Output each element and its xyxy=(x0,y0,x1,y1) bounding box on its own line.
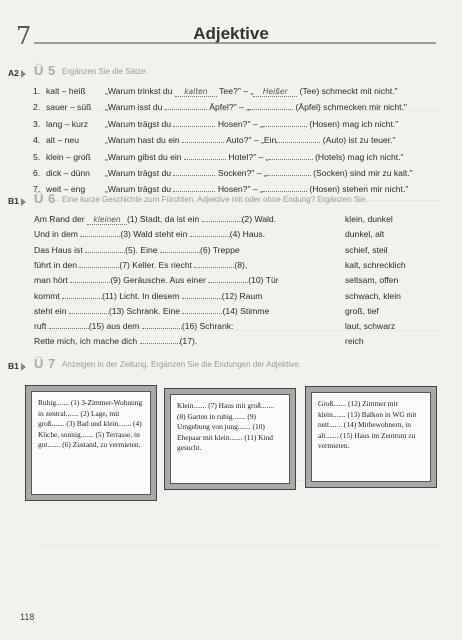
ex6-number: Ü 6 xyxy=(34,191,56,206)
ex5-blank-1[interactable] xyxy=(182,142,224,143)
ex6-word-pair: schief, steil xyxy=(345,244,388,255)
ex6-story-line xyxy=(34,214,276,225)
ex6-line-end: (2) Wald. xyxy=(241,214,277,224)
ad-text-3: Groß....... (12) Zimmer mit klein....... (13) Balkon in WG mit nett....... (14) Mitbewohnern, in alt....... (15) Haus im Zentrum zu vermieten. xyxy=(311,392,431,482)
ex6-line-start: Rette mich, ich mache dich xyxy=(34,336,138,347)
ex5-question xyxy=(105,135,396,145)
ex5-question-start: „Warum trinkst du xyxy=(105,86,173,96)
ex6-story-line xyxy=(34,291,262,301)
ex6-story-line xyxy=(34,306,269,316)
ex5-answer: (Auto) ist zu teuer." xyxy=(322,135,396,146)
ex5-blank-2[interactable] xyxy=(249,109,293,110)
ex6-blank[interactable] xyxy=(49,328,89,329)
ex5-blank-1[interactable] xyxy=(165,109,207,110)
ex5-question-start: „Warum gibst du ein xyxy=(105,151,182,162)
ex6-word-pair: laut, schwarz xyxy=(345,321,396,332)
ad-text-2: Klein....... (7) Haus mit groß....... (8) Garten in ruhig....... (9) Umgebung von jung....... (10) Ehepaar mit klein....... (11) Kind gesucht. xyxy=(170,394,290,484)
ex5-row-number: 6. xyxy=(33,168,41,178)
ex6-word-pair: groß, tief xyxy=(345,305,379,316)
ex6-line-end: (16) Schrank: xyxy=(181,321,234,332)
ex7-instruction: Anzeigen in der Zeitung. Ergänzen Sie die Endungen der Adjektive. xyxy=(62,360,301,369)
ex5-question-mid: Hotel?" – „ xyxy=(228,151,269,162)
ex5-question xyxy=(105,119,398,129)
chapter-title: Adjektive xyxy=(193,24,269,43)
ex5-blank-2[interactable] xyxy=(269,159,313,160)
ex6-line-mid: (3) Wald steht ein xyxy=(120,229,188,240)
page-number: 118 xyxy=(20,612,35,622)
ex5-blank-1[interactable] xyxy=(173,126,215,127)
ex6-line-mid: (1) Stadt, da ist ein xyxy=(127,214,200,224)
ex5-question-start: „Warum trägst du xyxy=(105,168,172,178)
ex6-line-mid: (11) Licht. In diesem xyxy=(102,290,180,301)
ex5-question-mid: Hosen?" – „ xyxy=(217,118,263,129)
ex7-number: Ü 7 xyxy=(34,356,56,371)
ex5-row-number: 4. xyxy=(33,135,41,146)
ex5-row-number: 1. xyxy=(33,86,41,96)
ex6-story-line xyxy=(34,245,240,255)
ex5-number: Ü 5 xyxy=(34,63,56,78)
ex6-instruction: Eine kurze Geschichte zum Fürchten. Adjektive mit oder ohne Endung? Ergänzen Sie. xyxy=(62,195,368,204)
ex6-line-start: führt in den xyxy=(34,259,77,270)
ex5-answer: (Äpfel) schmecken mir nicht." xyxy=(295,102,407,113)
ex6-line-mid: (15) aus dem xyxy=(88,321,140,332)
ex6-story-line xyxy=(34,336,197,346)
ex5-question-start: „Warum trägst du xyxy=(105,184,172,195)
ex6-blank[interactable] xyxy=(62,298,102,299)
ex5-row-number: 2. xyxy=(33,102,41,113)
ex6-line-start: steht ein xyxy=(34,305,67,316)
ex6-blank[interactable]: kleinen xyxy=(87,215,127,225)
ex6-line-start: Das Haus ist xyxy=(34,244,83,255)
ex6-story-line xyxy=(34,321,233,331)
ex6-line-mid: (13) Schrank. Eine xyxy=(108,305,181,316)
ex6-line-end: (14) Stimme xyxy=(222,305,270,316)
ex6-blank[interactable] xyxy=(85,252,125,253)
ex5-question xyxy=(105,184,408,194)
ex5-question-mid: Äpfel?" – „ xyxy=(209,102,250,113)
ex6-word-pair: kalt, schrecklich xyxy=(345,259,406,270)
ex5-level-marker xyxy=(8,68,26,78)
ex5-question-mid: Tee?" – „ xyxy=(219,86,254,96)
ex5-word-pair: klein – groß xyxy=(46,151,91,162)
ex6-line-start: ruft xyxy=(34,321,47,332)
ex6-line-end: (10) Tür xyxy=(248,275,279,286)
ex5-row-number: 3. xyxy=(33,118,41,129)
ex5-blank-2[interactable] xyxy=(267,175,311,176)
ex5-answer: (Hosen) stehen mir nicht." xyxy=(309,184,409,195)
ex6-blank-2[interactable] xyxy=(142,328,182,329)
level-arrow-icon xyxy=(21,198,26,206)
ex6-story-line xyxy=(34,260,247,270)
level-arrow-icon xyxy=(21,70,26,78)
ex5-question-start: „Warum hast du ein xyxy=(105,135,180,146)
ex6-blank-2[interactable] xyxy=(194,267,234,268)
ex6-blank[interactable] xyxy=(69,313,109,314)
ex6-level: B1 xyxy=(8,196,19,206)
ex5-answer: (Hosen) mag ich nicht." xyxy=(309,118,399,129)
level-arrow-icon xyxy=(21,363,26,371)
ex6-line-mid: (7) Keller. Es riecht xyxy=(119,259,192,270)
ex6-word-pair: klein, dunkel xyxy=(345,214,393,224)
ex6-word-pair: seltsam, offen xyxy=(345,275,399,286)
ex6-blank[interactable] xyxy=(80,236,120,237)
ex6-blank-2[interactable] xyxy=(160,252,200,253)
ex6-blank[interactable] xyxy=(70,282,110,283)
ex5-word-pair: dick – dünn xyxy=(46,168,90,178)
ex6-line-start: kommt xyxy=(34,290,60,301)
ex7-level: B1 xyxy=(8,361,19,371)
ex5-word-pair: sauer – süß xyxy=(46,102,92,113)
ex6-word-pair: reich xyxy=(345,336,364,347)
ex5-question-start: „Warum isst du xyxy=(105,102,163,113)
ex5-question xyxy=(105,86,398,97)
ex6-blank-2[interactable] xyxy=(208,282,248,283)
ex5-word-pair: alt – neu xyxy=(46,135,79,146)
ex5-blank-1[interactable] xyxy=(184,159,226,160)
ex5-blank-1[interactable]: kalten xyxy=(175,87,217,97)
ex6-blank-2[interactable] xyxy=(202,221,242,222)
ex5-question xyxy=(105,102,407,112)
ex6-level-marker xyxy=(8,196,26,206)
ex5-word-pair: kalt – heiß xyxy=(46,86,86,96)
ad-box-2 xyxy=(164,388,296,490)
ex6-line-start: man hört xyxy=(34,275,68,286)
ex6-word-pair: schwach, klein xyxy=(345,290,401,301)
ex5-word-pair: weit – eng xyxy=(46,184,86,195)
ex5-level: A2 xyxy=(8,68,19,78)
ad-box-3 xyxy=(305,386,437,488)
ex5-row-number: 7. xyxy=(33,184,41,195)
chapter-number: 7 xyxy=(16,22,33,50)
ex6-line-end: (6) Treppe xyxy=(199,244,240,255)
ex6-blank[interactable] xyxy=(79,267,119,268)
ex6-line-end: (4) Haus. xyxy=(229,229,266,240)
ex5-question-mid: Hosen?" – „ xyxy=(217,184,263,195)
ex6-blank-2[interactable] xyxy=(182,298,222,299)
ex5-blank-2[interactable] xyxy=(276,142,320,143)
ex6-line-mid: (17). xyxy=(179,336,198,347)
ex5-blank-2[interactable] xyxy=(263,191,307,192)
ex5-word-pair: lang – kurz xyxy=(46,118,89,129)
ex6-line-end: (8), xyxy=(234,259,248,270)
ad-text-1: Ruhig....... (1) 3-Zimmer-Wohnung in zentral....... (2) Lage, mit groß....... (3) Bad und klein....... (4) Küche, sonnig....... (5) Terrasse, in gut....... (6) Zustand, zu vermieten. xyxy=(31,391,151,495)
ex7-level-marker xyxy=(8,361,26,371)
ex5-blank-2[interactable]: Heißer xyxy=(253,87,297,97)
ex5-answer: (Tee) schmeckt mit nicht." xyxy=(299,86,398,96)
ad-box-1 xyxy=(25,385,157,501)
ex5-question-start: „Warum trägst du xyxy=(105,118,172,129)
ex6-story-line xyxy=(34,275,279,285)
ex5-answer: (Hotels) mag ich nicht." xyxy=(315,151,404,162)
ex6-blank[interactable] xyxy=(140,343,180,344)
ex6-story-line xyxy=(34,229,265,239)
ex5-row-number: 5. xyxy=(33,151,41,162)
ex5-blank-1[interactable] xyxy=(173,191,215,192)
ex5-answer: (Socken) sind mir zu kalt." xyxy=(313,168,413,178)
ex6-line-end: (12) Raum xyxy=(221,290,263,301)
ex6-line-mid: (9) Geräusche. Aus einer xyxy=(110,275,206,286)
ex6-line-start: Und in dem xyxy=(34,229,78,240)
ex5-blank-2[interactable] xyxy=(263,126,307,127)
ex6-blank-2[interactable] xyxy=(190,236,230,237)
ex6-line-start: Am Rand der xyxy=(34,214,85,224)
ex6-blank-2[interactable] xyxy=(182,313,222,314)
ex5-blank-1[interactable] xyxy=(173,175,215,176)
ex5-question xyxy=(105,168,413,178)
ex5-instruction: Ergänzen Sie die Sätze. xyxy=(62,67,148,76)
ex6-line-mid: (5). Eine xyxy=(125,244,158,255)
ex6-word-pair: dunkel, alt xyxy=(345,229,385,240)
ex5-question xyxy=(105,152,404,162)
ex5-question-mid: Socken?" – „ xyxy=(217,168,267,178)
ex5-question-mid: Auto?" – „Ein xyxy=(225,135,277,146)
